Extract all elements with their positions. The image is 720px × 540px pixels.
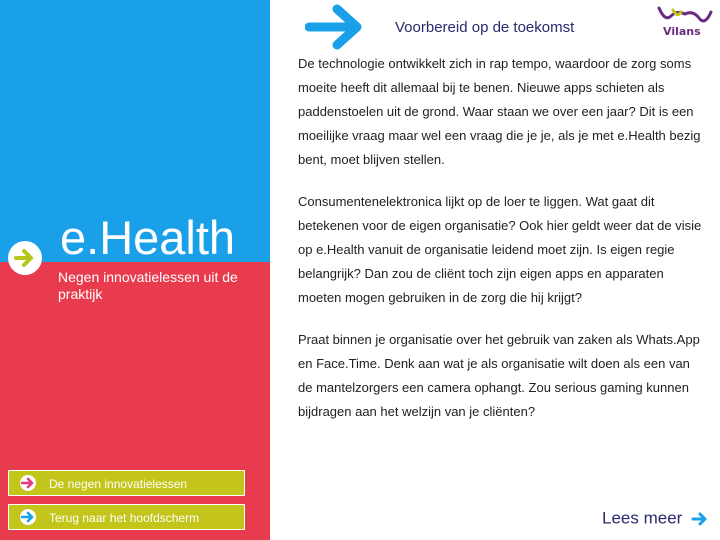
arrow-right-icon [691,511,709,527]
arrow-right-icon [305,3,369,51]
nav-button-label: Terug naar het hoofdscherm [49,511,200,525]
paragraph: Consumentenelektronica lijkt op de loer te liggen. Wat gaat dit betekenen voor de eigen organisatie? Ook hier geldt weer dat de visie op e.Health vanuit de organisatie leidend moet zijn. Is eigen regie belangrijk? Dan zou de cliënt toch zijn eigen apps en apparaten moeten mogen gebruiken in de zorg die hij krijgt? [298,194,702,305]
nav-button-hoofdscherm[interactable] [8,504,245,530]
ehealth-arrow-badge [8,241,42,275]
left-panel-bottom [0,262,270,540]
header-title: Voorbereid op de toekomst [395,19,575,36]
paragraph: De technologie ontwikkelt zich in rap tempo, waardoor de zorg soms moeite heeft dit allemaal bij te benen. Nieuwe apps schieten als paddenstoelen uit de grond. Waar staan we over een jaar? Dit is een moeilijke vraag maar wel een vraag die je je, als je met e.Health bezig bent, moet blijven stellen. [298,56,701,167]
page-title: e.Health [60,211,236,264]
logo-text: Vilans [663,25,701,38]
arrow-right-icon [14,248,36,268]
page-subtitle: Negen innovatielessen uit de praktijk [58,269,238,302]
body-text [298,52,706,442]
logo-mark-icon [655,4,715,26]
arrow-right-icon [17,475,39,491]
vilans-logo [655,4,715,40]
lees-meer-link[interactable] [602,508,709,529]
nav-button-label: De negen innovatielessen [49,477,188,491]
nav-button-innovatielessen[interactable] [8,470,245,496]
arrow-right-icon [17,509,39,525]
lees-meer-label: Lees meer [602,508,683,528]
paragraph: Praat binnen je organisatie over het gebruik van zaken als Whats.App en Face.Time. Denk aan wat je als organisatie wilt doen als een van de mantelzorgers een camera ophangt. Zou serious gaming kunnen bijdragen aan het welzijn van je cliënten? [298,332,700,419]
